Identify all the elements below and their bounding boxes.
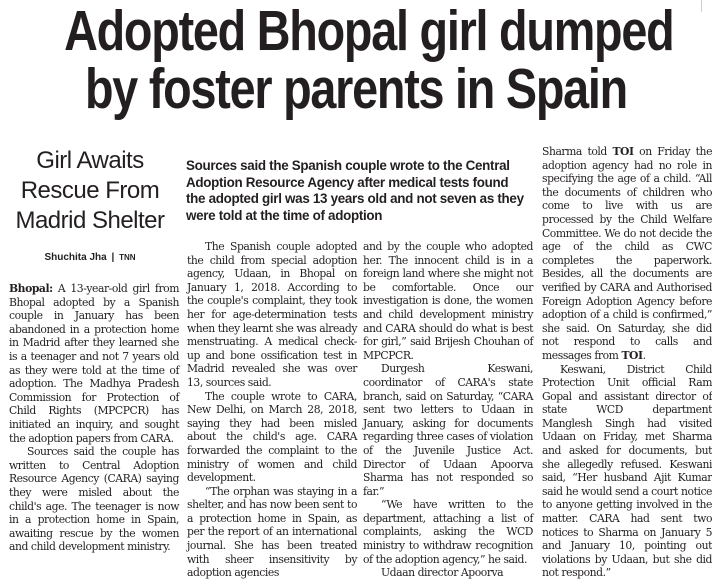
subheadline	[4, 146, 176, 236]
article-paragraph: “We have written to the department, attaching a list of complaints, asking the WCD ministry to withdraw recognition of the adoption agency,” he said.	[363, 498, 533, 566]
article-column-1	[9, 282, 179, 554]
byline-author: Shuchita Jha	[44, 252, 107, 263]
article-paragraph: and by the couple who adopted her. The innocent child is in a foreign land where she might not be comfortable. Once our investigation is done, the women and child development ministry and CARA should do what is best for girl,” said Brijesh Chouhan of MPCPCR.	[363, 240, 533, 362]
headline-line-2: by foster parents in Spain	[84, 57, 627, 121]
subheadline-line-2: Rescue From	[20, 177, 160, 204]
publication-name: TOI	[612, 145, 634, 158]
article-paragraph: Sources said the couple has written to Central Adoption Resource Agency (CARA) saying they were misled about the child's age. The teenager is now in a protection home in Spain, awaiting rescue by the women and child development ministry.	[9, 445, 179, 554]
article-paragraph: Udaan director Apoorva	[381, 566, 504, 580]
byline	[4, 252, 176, 263]
article-column-4	[542, 145, 712, 580]
article-column-3	[363, 240, 533, 580]
deck-summary: Sources said the Spanish couple wrote to the Central Adoption Resource Agency after medical tests found the adopted girl was 13 years old and not seven as they were told at the time of adoption	[186, 158, 524, 223]
byline-agency: TNN	[119, 253, 136, 262]
article-column-2	[187, 240, 357, 580]
article-paragraph: Bhopal: A 13-year-old girl from Bhopal adopted by a Spanish couple in January has been abandoned in a protection home in Madrid after they learned she is a teenager and not 7 years old as they were told at the time of adoption. The Madhya Pradesh Commission for Protection of Child Rights (MPCPCR) has initiated an inquiry, and sought the adoption papers from CARA.	[9, 282, 179, 445]
subheadline-line-1: Girl Awaits	[36, 147, 144, 174]
headline	[64, 0, 674, 121]
headline-line-1: Adopted Bhopal girl dumped	[64, 0, 674, 63]
dateline: Bhopal:	[9, 282, 53, 295]
article-paragraph: “The orphan was staying in a shelter, and has now been sent to a protection home in Spain, as per the report of an international journal. She has been treated with sheer insensitivity by adoption agencies	[187, 484, 357, 580]
article-paragraph: Keswani, District Child Protection Unit official Ram Gopal and assistant director of state WCD department Manglesh Singh had visited Udaan on Friday, met Sharma and asked for documents, but she allegedly refused. Keswani said, “Her husband Ajit Kumar said he would send a court notice to anyone getting involved in the matter. CARA had sent two notices to Sharma on January 5 and January 10, pointing out violations by Udaan, but she did not respond.”	[542, 362, 712, 580]
article-paragraph: Durgesh Keswani, coordinator of CARA's state branch, said on Saturday, “CARA sent two letters to Udaan in January, asking for documents regarding three cases of violation of the Juvenile Justice Act. Director of Udaan Apoorva Sharma has not responded so far.”	[363, 362, 533, 498]
article-paragraph: Sharma told TOI on Friday the adoption agency had no role in specifying the age of a child. “All the documents of children who come to live with us are processed by the Child Welfare Committee. We do not decide the age of the child as CWC completes the paperwork. Besides, all the documents are verified by CARA and Authorised Foreign Adoption Agency before adoption of a child is confirmed,” she said. On Saturday, she did not respond to calls and messages from TOI.	[542, 145, 712, 362]
publication-name: TOI	[621, 348, 643, 362]
article-paragraph: The Spanish couple adopted the child from special adoption agency, Udaan, in Bhopal on January 1, 2018. According to the couple's complaint, they took her for age-determination tests when they learnt she was already menstruating. A medical check-up and bone ossification test in Madrid revealed she was over 13, sources said.	[187, 240, 357, 389]
article-paragraph: The couple wrote to CARA, New Delhi, on March 28, 2018, saying they had been misled about the child's age. CARA forwarded the complaint to the ministry of women and child development.	[187, 389, 357, 485]
subheadline-line-3: Madrid Shelter	[15, 207, 165, 234]
page-corner-mark	[701, 0, 712, 12]
byline-separator: |	[111, 252, 115, 263]
